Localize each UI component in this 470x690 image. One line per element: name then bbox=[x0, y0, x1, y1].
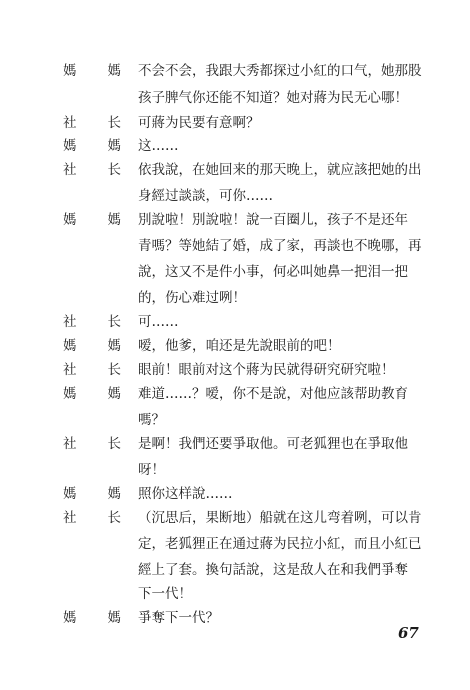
dialogue-text: 不会不会，我跟大秀都探过小紅的口气，她那股 bbox=[138, 63, 422, 79]
dialogue-text: 可蔣为民要有意啊？ bbox=[138, 115, 260, 131]
dialogue-text: 說，这又不是件小事，何必叫她鼻一把泪一把 bbox=[138, 264, 408, 280]
speaker-name bbox=[63, 357, 121, 383]
dialogue-text: 可…… bbox=[138, 314, 179, 330]
page-number: 67 bbox=[398, 624, 419, 642]
speaker-char: 媽 bbox=[63, 486, 77, 502]
dialogue-text: 依我說，在她回来的那天晚上，就应該把她的出 bbox=[138, 162, 422, 178]
dialogue-text: 的，伤心难过咧！ bbox=[138, 290, 246, 306]
speaker-char: 媽 bbox=[63, 386, 77, 402]
speaker-char: 媽 bbox=[63, 138, 77, 154]
dialogue-text: 难道……？嗳，你不是說，对他应該帮助教育 bbox=[138, 386, 408, 402]
speaker-char: 社 bbox=[63, 362, 77, 378]
dialogue-line bbox=[0, 233, 470, 259]
speaker-name bbox=[63, 333, 121, 359]
dialogue-text: 青嗎？等她結了婚，成了家，再談也不晚哪，再 bbox=[138, 238, 422, 254]
speaker-name bbox=[63, 505, 121, 531]
speaker-name bbox=[63, 605, 121, 631]
dialogue-line bbox=[0, 407, 470, 433]
speaker-char: 长 bbox=[107, 115, 121, 131]
speaker-char: 长 bbox=[107, 436, 121, 452]
dialogue-text: 爭奪下一代？ bbox=[138, 610, 219, 626]
speaker-char: 媽 bbox=[63, 610, 77, 626]
speaker-char: 媽 bbox=[63, 212, 77, 228]
dialogue-text: 別說啦！別說啦！說一百圈儿，孩子不是还年 bbox=[138, 212, 408, 228]
dialogue-text: 下一代！ bbox=[138, 586, 192, 602]
dialogue-text: 这…… bbox=[138, 138, 179, 154]
dialogue-line bbox=[0, 581, 470, 607]
dialogue-text: 孩子脾气你还能不知道？她对蔣为民无心哪！ bbox=[138, 90, 408, 106]
speaker-char: 社 bbox=[63, 436, 77, 452]
dialogue-line bbox=[0, 333, 470, 359]
speaker-name bbox=[63, 381, 121, 407]
speaker-name bbox=[63, 133, 121, 159]
speaker-char: 社 bbox=[63, 115, 77, 131]
speaker-char: 社 bbox=[63, 162, 77, 178]
dialogue-text: 是啊！我們还要爭取他。可老狐狸也在爭取他 bbox=[138, 436, 408, 452]
dialogue-line bbox=[0, 557, 470, 583]
dialogue-text: 經上了套。換句話說，这是敌人在和我們爭奪 bbox=[138, 562, 408, 578]
dialogue-text: 眼前！眼前对这个蔣为民就得研究研究啦！ bbox=[138, 362, 395, 378]
dialogue-line bbox=[0, 531, 470, 557]
speaker-char: 长 bbox=[107, 162, 121, 178]
dialogue-line bbox=[0, 481, 470, 507]
dialogue-line bbox=[0, 207, 470, 233]
speaker-name bbox=[63, 58, 121, 84]
speaker-char: 媽 bbox=[107, 138, 121, 154]
speaker-char: 媽 bbox=[63, 63, 77, 79]
speaker-char: 长 bbox=[107, 510, 121, 526]
dialogue-text: 呀！ bbox=[138, 462, 165, 478]
speaker-char: 媽 bbox=[107, 63, 121, 79]
dialogue-line bbox=[0, 505, 470, 531]
dialogue-text: （沉思后，果断地）船就在这儿弯着咧，可以肯 bbox=[138, 510, 422, 526]
dialogue-text: 定，老狐狸正在通过蔣为民拉小紅，而且小紅已 bbox=[138, 536, 422, 552]
dialogue-line bbox=[0, 457, 470, 483]
speaker-char: 媽 bbox=[107, 486, 121, 502]
speaker-name bbox=[63, 157, 121, 183]
speaker-char: 长 bbox=[107, 314, 121, 330]
speaker-name bbox=[63, 431, 121, 457]
speaker-char: 社 bbox=[63, 314, 77, 330]
speaker-char: 媽 bbox=[63, 338, 77, 354]
dialogue-line bbox=[0, 285, 470, 311]
speaker-char: 媽 bbox=[107, 338, 121, 354]
dialogue-line bbox=[0, 157, 470, 183]
dialogue-line bbox=[0, 58, 470, 84]
dialogue-line bbox=[0, 133, 470, 159]
dialogue-line bbox=[0, 357, 470, 383]
dialogue-line bbox=[0, 431, 470, 457]
speaker-char: 长 bbox=[107, 362, 121, 378]
dialogue-line bbox=[0, 85, 470, 111]
speaker-name bbox=[63, 207, 121, 233]
speaker-char: 媽 bbox=[107, 212, 121, 228]
dialogue-line bbox=[0, 309, 470, 335]
dialogue-line bbox=[0, 183, 470, 209]
dialogue-line bbox=[0, 259, 470, 285]
dialogue-text: 嗎？ bbox=[138, 412, 165, 428]
speaker-name bbox=[63, 309, 121, 335]
speaker-name bbox=[63, 481, 121, 507]
dialogue-line bbox=[0, 381, 470, 407]
speaker-char: 社 bbox=[63, 510, 77, 526]
speaker-char: 媽 bbox=[107, 386, 121, 402]
speaker-char: 媽 bbox=[107, 610, 121, 626]
dialogue-text: 嗳，他爹，咱还是先說眼前的吧！ bbox=[138, 338, 341, 354]
dialogue-text: 身經过談談，可你…… bbox=[138, 188, 273, 204]
dialogue-text: 照你这样說…… bbox=[138, 486, 233, 502]
